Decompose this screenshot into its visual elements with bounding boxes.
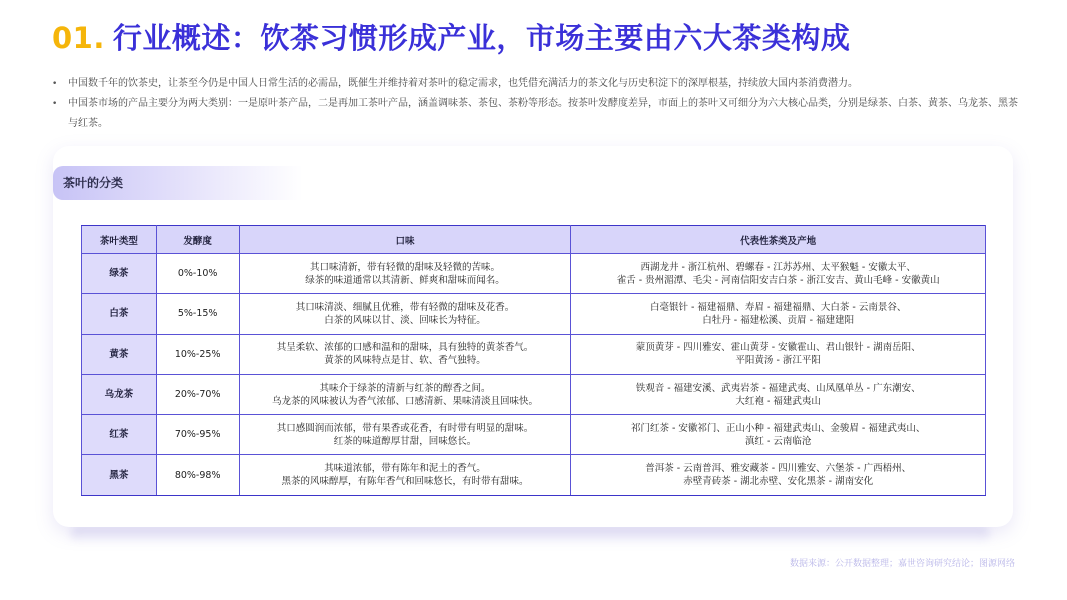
bullet-dot-icon: •: [52, 79, 58, 89]
taste-line: 乌龙茶的风味被认为香气浓郁、口感清新、果味清淡且回味快。: [271, 395, 538, 407]
tea-type-cell: 黑茶: [82, 455, 157, 495]
tea-type-cell: 黄茶: [82, 334, 157, 374]
origin-line: 赤壁青砖茶 - 湖北赤壁、安化黑茶 - 湖南安化: [683, 476, 874, 488]
tea-type-cell: 白茶: [82, 294, 157, 334]
taste-cell: [239, 415, 571, 455]
origin-line: 平阳黄汤 - 浙江平阳: [735, 355, 821, 367]
taste-line: 其味道浓郁，带有陈年和泥土的香气。: [324, 463, 486, 475]
fermentation-cell: 70%-95%: [156, 415, 239, 455]
page-title: [52, 16, 850, 57]
taste-line: 白茶的风味以甘、淡、回味长为特征。: [324, 314, 486, 326]
bullet-dot-icon: •: [52, 99, 58, 109]
tea-type-cell: 绿茶: [82, 254, 157, 294]
table-header-row: [82, 226, 986, 254]
fermentation-cell: 0%-10%: [156, 254, 239, 294]
tea-classification-table: [81, 225, 986, 496]
tea-type-cell: 红茶: [82, 415, 157, 455]
taste-line: 其口味清新，带有轻微的甜味及轻微的苦味。: [309, 261, 500, 273]
bullet-item: [52, 74, 1027, 94]
taste-cell: [239, 334, 571, 374]
origin-cell: [571, 294, 986, 334]
title-text: 行业概述：饮茶习惯形成产业，市场主要由六大茶类构成: [112, 21, 851, 55]
fermentation-cell: 5%-15%: [156, 294, 239, 334]
taste-line: 其口感圆润而浓郁，带有果香或花香，有时带有明显的甜味。: [276, 422, 534, 434]
origin-line: 白毫银针 - 福建福鼎、寿眉 - 福建福鼎、大白茶 - 云南景谷、: [649, 301, 907, 313]
content-card: [53, 146, 1013, 527]
origin-cell: [571, 374, 986, 414]
table-row: [82, 415, 986, 455]
taste-cell: [239, 294, 571, 334]
taste-line: 其呈柔软、浓郁的口感和温和的甜味，具有独特的黄茶香气。: [276, 342, 534, 354]
column-header: 发酵度: [156, 226, 239, 254]
origin-line: 普洱茶 - 云南普洱、雅安藏茶 - 四川雅安、六堡茶 - 广西梧州、: [645, 463, 912, 475]
section-header: [53, 166, 303, 200]
origin-line: 雀舌 - 贵州湄潭、毛尖 - 河南信阳安吉白茶 - 浙江安吉、黄山毛峰 - 安徽黄山: [616, 274, 940, 286]
table-row: [82, 254, 986, 294]
table-row: [82, 334, 986, 374]
table-row: [82, 455, 986, 495]
origin-cell: [571, 455, 986, 495]
data-source-note: 数据来源：公开数据整理；嘉世咨询研究结论；图源网络: [789, 559, 1015, 569]
origin-line: 西湖龙井 - 浙江杭州、碧螺春 - 江苏苏州、太平猴魁 - 安徽太平、: [640, 261, 916, 273]
section-title: 茶叶的分类: [63, 176, 124, 190]
fermentation-cell: 10%-25%: [156, 334, 239, 374]
taste-cell: [239, 254, 571, 294]
tea-type-cell: 乌龙茶: [82, 374, 157, 414]
taste-cell: [239, 374, 571, 414]
origin-line: 铁观音 - 福建安溪、武夷岩茶 - 福建武夷、山凤凰单丛 - 广东潮安、: [635, 382, 921, 394]
card-shadow: [70, 526, 990, 544]
origin-cell: [571, 254, 986, 294]
origin-line: 祁门红茶 - 安徽祁门、正山小种 - 福建武夷山、金骏眉 - 福建武夷山、: [630, 422, 926, 434]
origin-line: 滇红 - 云南临沧: [744, 435, 812, 447]
origin-line: 大红袍 - 福建武夷山: [735, 395, 821, 407]
taste-cell: [239, 455, 571, 495]
taste-line: 绿茶的味道通常以其清新、鲜爽和甜味而闻名。: [305, 274, 505, 286]
taste-line: 黄茶的风味特点是甘、软、香气独特。: [324, 355, 486, 367]
fermentation-cell: 80%-98%: [156, 455, 239, 495]
origin-cell: [571, 415, 986, 455]
title-number: 01.: [52, 21, 105, 55]
table-row: [82, 294, 986, 334]
column-header: 茶叶类型: [82, 226, 157, 254]
bullet-item: [52, 94, 1027, 134]
bullet-text: 中国数千年的饮茶史，让茶至今仍是中国人日常生活的必需品，既催生并维持着对茶叶的稳定需求，也凭借充满活力的茶文化与历史积淀下的深厚根基，持续放大国内茶消费潜力。: [68, 78, 858, 89]
taste-line: 红茶的味道醇厚甘甜，回味悠长。: [333, 435, 477, 447]
origin-line: 白牡丹 - 福建松溪、贡眉 - 福建建阳: [702, 314, 855, 326]
origin-line: 蒙顶黄芽 - 四川雅安、霍山黄芽 - 安徽霍山、君山银针 - 湖南岳阳、: [635, 342, 921, 354]
taste-line: 其口味清淡、细腻且优雅，带有轻微的甜味及花香。: [295, 301, 515, 313]
column-header: 口味: [239, 226, 571, 254]
intro-bullets: [52, 74, 1027, 134]
bullet-text: 中国茶市场的产品主要分为两大类别：一是原叶茶产品，二是再加工茶叶产品，涵盖调味茶、茶包、茶粉等形态。按茶叶发酵度差异，市面上的茶叶又可细分为六大核心品类，分别是绿茶、白茶、黄茶、乌龙茶、黑茶与红茶。: [68, 98, 1018, 129]
taste-line: 其味介于绿茶的清新与红茶的醇香之间。: [319, 382, 491, 394]
column-header: 代表性茶类及产地: [571, 226, 986, 254]
table-row: [82, 374, 986, 414]
origin-cell: [571, 334, 986, 374]
fermentation-cell: 20%-70%: [156, 374, 239, 414]
taste-line: 黑茶的风味醇厚，有陈年香气和回味悠长，有时带有甜味。: [281, 476, 529, 488]
